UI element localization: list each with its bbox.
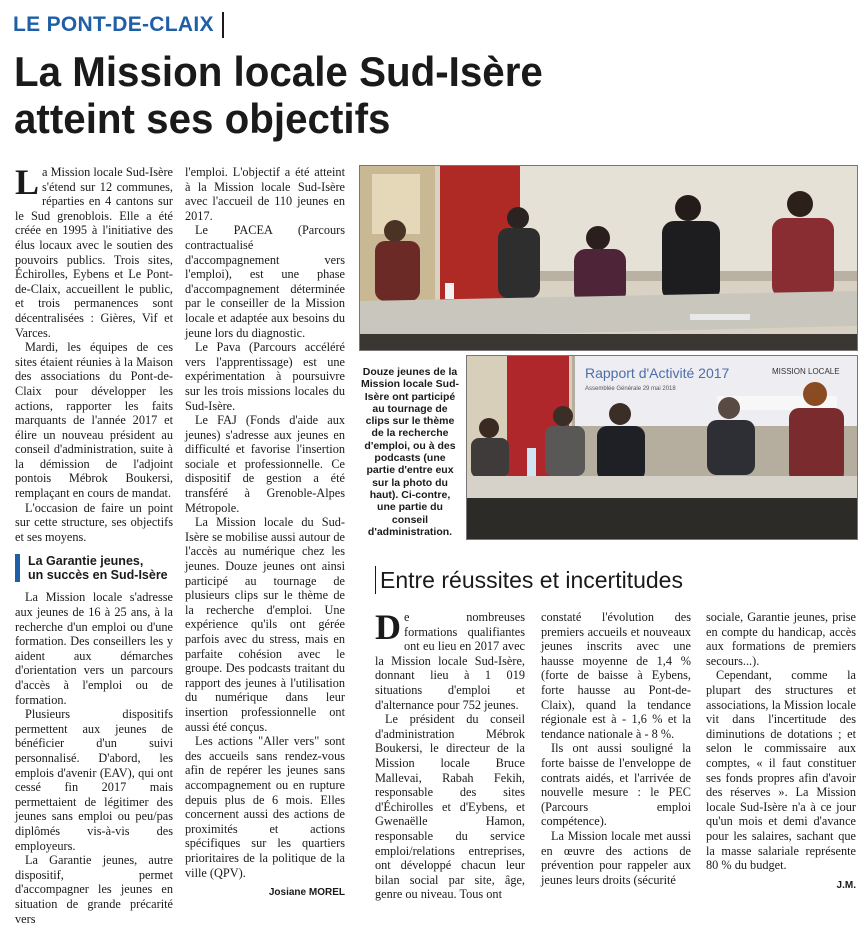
paragraph: l'emploi. L'objectif a été atteint à la Mission locale Sud-Isère avec l'accueil de 110 jeunes en 2017.: [185, 165, 345, 223]
paragraph: Le Pava (Parcours accéléré vers l'apprentissage) est une expérimentation à poursuivre sur les trois missions locales du Sud-Isère.: [185, 340, 345, 413]
paragraph: La Garantie jeunes, autre dispositif, permet d'accompagner les jeunes en situation de grande précarité vers: [15, 853, 173, 926]
section-rubric: LE PONT-DE-CLAIX: [13, 12, 224, 38]
paragraph: Cependant, comme la plupart des structures et associations, la Mission locale vit dans l'incertitude des diminutions de dotations ; et selon le commissaire aux comptes, « il faut constituer ses fonds propres afin d'avoir des réserves ». La Mission locale Sud-Isère n'a à ce jour qu'un mois et demi d'avance pour les salaires, sachant que la masse salariale représente 80 % du budget.: [706, 668, 856, 873]
paragraph: Mardi, les équipes de ces sites étaient réunies à la Maison des associations du Pont-de-Claix pour développer les actions, rapporter les faits marquants de l'année 2017 et élire un nouveau président au conseil d'administration, suite à la démission de l'adjoint pontois Mébrok Boukersi, remplaçant en cours de mandat.: [15, 340, 173, 501]
banner-subtitle: Assemblée Générale 29 mai 2018: [585, 386, 676, 392]
paragraph: Le président du conseil d'administration Mébrok Boukersi, le directeur de la Mission locale Bruce Mallevai, Rabah Fekih, responsable des sites d'Échirolles et d'Eybens, et Gwenaëlle Hamon, responsable du service emploi/relations entreprises, ont développé chacun leur bilan social par site, âge, genre ou niveau. Tous ont: [375, 712, 525, 902]
author-signature: J.M.: [836, 879, 856, 891]
article-column-4: [541, 610, 691, 887]
dropcap: L: [15, 162, 40, 202]
headline-line-1: La Mission locale Sud-Isère: [14, 48, 543, 95]
paragraph: Plusieurs dispositifs permettent aux jeunes de bénéficier d'un suivi personnalisé. D'abord, les emplois d'avenir (EAV), qui ont cessé fin 2017 mais permettaient de légitimer des jeunes sans emploi ou peu/pas diplômés vis-à-vis des employeurs.: [15, 707, 173, 853]
photo-young-people-illustration: [360, 166, 857, 350]
paragraph: La Mission locale s'adresse aux jeunes de 16 à 25 ans, à la recherche d'un emploi ou d'une formation. Des conseillers les y aident aux démarches d'orientation vers un parcours d'accès à l'emploi ou de formation.: [15, 590, 173, 707]
inset-heading: La Garantie jeunes, un succès en Sud-Isère: [15, 554, 173, 582]
banner-title: Rapport d'Activité 2017: [585, 365, 730, 381]
paragraph: sociale, Garantie jeunes, prise en compte du handicap, accès aux formations de premiers secours...).: [706, 610, 856, 668]
paragraph: La Mission locale met aussi en œuvre des actions de prévention pour rappeler aux jeunes leurs droits (sécurité: [541, 828, 691, 887]
photo-young-people: [359, 165, 858, 351]
paragraph: Ils ont aussi souligné la forte baisse de l'enveloppe de contrats aidés, et l'arrivée de nouvelle mesure : le PEC (Parcours emploi compétence).: [541, 741, 691, 829]
subheading: Entre réussites et incertitudes: [375, 566, 860, 594]
headline-line-2: atteint ses objectifs: [14, 95, 391, 142]
paragraph: La Mission locale Sud-Isère s'étend sur 12 communes, réparties en 4 cantons sur le Sud grenoblois. Elle a été créée en 1995 à l'initiative des élus locaux avec le soutien des pouvoirs publics. Trois sites, Échirolles, Eybens et Le Pont-de-Claix, accueillent le public, et trois permanences sont décentralisées : Gières, Vif et Varces.: [15, 162, 173, 340]
article-column-1: [15, 162, 173, 926]
photo-board: [466, 355, 858, 540]
photo-board-illustration: [467, 356, 857, 539]
dropcap: D: [375, 607, 401, 647]
article-column-3: [375, 607, 525, 902]
paragraph: L'occasion de faire un point sur cette structure, ses objectifs et ses moyens.: [15, 500, 173, 544]
paragraph: De nombreuses formations qualifiantes ont eu lieu en 2017 avec la Mission locale Sud-Isère, donnant lieu à 1 019 situations d'emploi et d'alternance pour 752 jeunes.: [375, 607, 525, 712]
author-signature: Josiane MOREL: [268, 887, 345, 899]
photo-caption: Douze jeunes de la Mission locale Sud-Isère ont participé au tournage de clips sur le thème de la recherche d'emploi, ou à des podcasts (une partie d'entre eux sur la photo du haut). Ci-contre, une partie du conseil d'administration.: [360, 366, 460, 538]
paragraph: Le PACEA (Parcours contractualisé d'accompagnement vers l'emploi), est une phase d'accompagnement déterminée par le conseiller de la Mission locale et adaptée aux besoins du jeune lors du diagnostic.: [185, 223, 345, 340]
paragraph: constaté l'évolution des premiers accueils et nouveaux jeunes inscrits avec une hausse moyenne de 1,4 % (forte de baisse à Eybens, forte hausse au Pont-de-Claix), quand la tendance régionale est à - 1,6 % et la tendance nationale à - 8 %.: [541, 610, 691, 741]
headline: [14, 48, 820, 142]
article-column-2: [185, 165, 345, 901]
article-column-5: [706, 610, 856, 893]
paragraph: La Mission locale du Sud-Isère se mobilise aussi autour de l'accès au numérique chez les jeunes. Douze jeunes ont ainsi participé au tournage de plusieurs clips sur le thème de la recherche d'emploi. Une expérience qu'ils ont gérée parfois avec du stress, mais en parfaite cohésion avec le groupe. Des podcasts traitant du rapport des jeunes à l'utilisation du numérique dans leur insertion professionnelle ont aussi été conçus.: [185, 515, 345, 734]
paragraph: Les actions "Aller vers" sont des accueils sans rendez-vous afin de repérer les jeunes sans accompagnement ou en rupture depuis plus de 6 mois. Elles concernent aussi des actions de proximités et actions spécifiques sur les quartiers prioritaires de la politique de la ville (QPV).: [185, 734, 345, 880]
paragraph: Le FAJ (Fonds d'aide aux jeunes) s'adresse aux jeunes en difficulté et favorise l'insertion sociale et professionnelle. Ce dispositif de gestion a été transféré à Grenoble-Alpes Métropole.: [185, 413, 345, 515]
banner-logo: MISSION LOCALE: [772, 367, 840, 376]
